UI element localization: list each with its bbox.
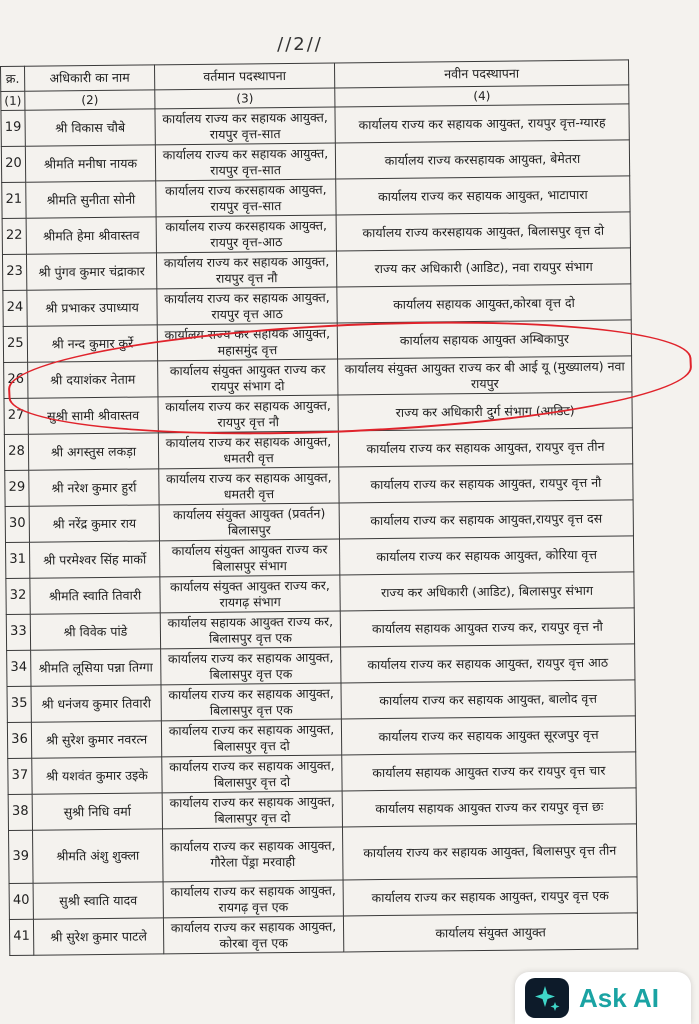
row-sn: 32	[6, 578, 30, 614]
row-new: कार्यालय राज्य कर सहायक आयुक्त, रायपुर वृत्त आठ	[341, 644, 635, 683]
row-name: श्री अगस्तुस लकड़ा	[28, 433, 158, 470]
row-new: कार्यालय राज्य कर सहायक आयुक्त, रायपुर वृत्त एक	[343, 877, 637, 916]
header-num-1: (1)	[1, 91, 25, 110]
row-name: श्री नन्द कुमार कुर्रे	[27, 325, 157, 362]
row-new: राज्य कर अधिकारी दुर्ग संभाग (आडिट)	[338, 392, 632, 431]
row-new: कार्यालय राज्य कर सहायक आयुक्त,रायपुर वृत्त दस	[339, 500, 633, 539]
row-current: कार्यालय राज्य कर सहायक आयुक्त, बिलासपुर वृत्त एक	[161, 683, 341, 721]
row-new: कार्यालय राज्य कर सहायक आयुक्त, कोरिया वृत्त	[339, 536, 633, 575]
row-sn: 27	[4, 398, 28, 434]
row-name: सुश्री सामी श्रीवास्तव	[28, 397, 158, 434]
row-current: कार्यालय संयुक्त आयुक्त राज्य कर, रायगढ़ संभाग	[160, 575, 340, 613]
row-current: कार्यालय राज्य कर सहायक आयुक्त, रायपुर वृत्त-सात	[155, 143, 335, 181]
header-num-2: (2)	[25, 90, 155, 110]
row-sn: 30	[5, 506, 29, 542]
row-new: कार्यालय सहायक आयुक्त राज्य कर रायपुर वृत्त छः	[342, 788, 636, 827]
row-sn: 34	[7, 650, 31, 686]
row-new: कार्यालय राज्य कर सहायक आयुक्त, बिलासपुर वृत्त तीन	[342, 824, 637, 880]
ask-ai-label: Ask AI	[579, 982, 659, 1013]
row-name: श्री सुरेश कुमार नवरत्न	[31, 721, 161, 758]
row-current: कार्यालय राज्य कर सहायक आयुक्त, बिलासपुर वृत्त एक	[161, 647, 341, 685]
row-sn: 26	[4, 362, 28, 398]
row-new: कार्यालय सहायक आयुक्त,कोरबा वृत्त दो	[337, 284, 631, 323]
row-name: श्रीमति मनीषा नायक	[25, 145, 155, 182]
row-current: कार्यालय संयुक्त आयुक्त राज्य कर रायपुर संभाग दो	[158, 359, 338, 397]
row-sn: 31	[5, 542, 29, 578]
row-current: कार्यालय राज्य कर सहायक आयुक्त, महासमुंद वृत्त	[157, 323, 337, 361]
row-current: कार्यालय राज्य कर सहायक आयुक्त, रायपुर वृत्त नौ	[156, 251, 336, 289]
transfer-table	[0, 59, 638, 956]
row-new: कार्यालय राज्य करसहायक आयुक्त, बिलासपुर वृत्त दो	[336, 212, 630, 251]
header-current-posting: वर्तमान पदस्थापना	[154, 63, 334, 90]
row-new: कार्यालय राज्य कर सहायक आयुक्त सूरजपुर वृत्त	[341, 716, 635, 755]
row-current: कार्यालय सहायक आयुक्त राज्य कर, बिलासपुर वृत्त एक	[160, 611, 340, 649]
row-sn: 37	[8, 758, 32, 794]
header-new-posting: नवीन पदस्थापना	[334, 60, 628, 88]
table-row	[9, 913, 637, 956]
row-current: कार्यालय राज्य कर सहायक आयुक्त, गौरेला पेंड्रा मरवाही	[162, 827, 343, 882]
row-name: श्री दयाशंकर नेताम	[28, 361, 158, 398]
row-new: कार्यालय राज्य कर सहायक आयुक्त, रायपुर वृत्त नौ	[339, 464, 633, 503]
row-current: कार्यालय संयुक्त आयुक्त राज्य कर बिलासपुर संभाग	[159, 539, 339, 577]
row-sn: 25	[3, 326, 27, 362]
row-current: कार्यालय संयुक्त आयुक्त (प्रवर्तन) बिलासपुर	[159, 503, 339, 541]
row-new: कार्यालय सहायक आयुक्त राज्य कर रायपुर वृत्त चार	[342, 752, 636, 791]
row-current: कार्यालय राज्य करसहायक आयुक्त, रायपुर वृत्त-आठ	[156, 215, 336, 253]
row-name: श्रीमति लूसिया पन्ना तिग्गा	[31, 649, 161, 686]
row-sn: 40	[9, 883, 33, 919]
row-name: श्री नरेंद्र कुमार राय	[29, 505, 159, 542]
row-name: श्री पुंगव कुमार चंद्राकार	[26, 253, 156, 290]
header-sn: क्र.	[1, 66, 25, 91]
row-name: सुश्री स्वाति यादव	[33, 882, 163, 919]
page-number: //2//	[277, 34, 323, 55]
row-sn: 33	[6, 614, 30, 650]
row-current: कार्यालय राज्य कर सहायक आयुक्त, रायपुर वृत्त नौ	[158, 395, 338, 433]
row-sn: 29	[5, 470, 29, 506]
row-sn: 38	[8, 794, 32, 830]
sparkle-icon	[525, 978, 569, 1018]
row-name: श्रीमति सुनीता सोनी	[26, 181, 156, 218]
row-sn: 19	[1, 110, 25, 146]
row-sn: 35	[7, 686, 31, 722]
row-sn: 41	[9, 919, 33, 955]
row-current: कार्यालय राज्य कर सहायक आयुक्त, कोरबा वृत्त एक	[163, 916, 343, 954]
row-new: कार्यालय संयुक्त आयुक्त राज्य कर बी आई यू (मुख्यालय) नवा रायपुर	[338, 356, 632, 395]
header-num-3: (3)	[155, 88, 335, 109]
row-current: कार्यालय राज्य कर सहायक आयुक्त, बिलासपुर वृत्त दो	[162, 755, 342, 793]
row-name: श्री विवेक पांडे	[30, 613, 160, 650]
row-new: राज्य कर अधिकारी (आडिट), बिलासपुर संभाग	[340, 572, 634, 611]
row-current: कार्यालय राज्य कर सहायक आयुक्त, धमतरी वृत्त	[159, 467, 339, 505]
row-new: कार्यालय संयुक्त आयुक्त	[343, 913, 637, 952]
row-sn: 36	[7, 722, 31, 758]
row-current: कार्यालय राज्य कर सहायक आयुक्त, बिलासपुर वृत्त दो	[162, 791, 342, 829]
row-name: श्री नरेश कुमार हुर्रा	[29, 469, 159, 506]
row-name: श्री यशवंत कुमार उइके	[32, 757, 162, 794]
row-name: श्री परमेश्वर सिंह मार्को	[29, 541, 159, 578]
row-current: कार्यालय राज्य करसहायक आयुक्त, रायपुर वृत्त-सात	[156, 179, 336, 217]
row-sn: 28	[4, 434, 28, 470]
row-sn: 22	[2, 218, 26, 254]
row-new: कार्यालय राज्य कर सहायक आयुक्त, बालोद वृत्त	[341, 680, 635, 719]
row-new: कार्यालय राज्य कर सहायक आयुक्त, रायपुर वृत्त-ग्यारह	[335, 104, 629, 143]
row-new: कार्यालय राज्य करसहायक आयुक्त, बेमेतरा	[335, 140, 629, 179]
row-current: कार्यालय राज्य कर सहायक आयुक्त, बिलासपुर वृत्त दो	[161, 719, 341, 757]
row-sn: 21	[2, 182, 26, 218]
row-name: श्री सुरेश कुमार पाटले	[33, 918, 163, 955]
row-new: कार्यालय राज्य कर सहायक आयुक्त, रायपुर वृत्त तीन	[338, 428, 632, 467]
row-current: कार्यालय राज्य कर सहायक आयुक्त, रायगढ़ वृत्त एक	[163, 880, 343, 918]
table-row	[9, 824, 638, 884]
header-num-4: (4)	[335, 85, 629, 107]
row-name: सुश्री निधि वर्मा	[32, 793, 162, 830]
row-current: कार्यालय राज्य कर सहायक आयुक्त, रायपुर वृत्त-सात	[155, 107, 335, 145]
row-sn: 20	[1, 146, 25, 182]
row-name: श्री धनंजय कुमार तिवारी	[31, 685, 161, 722]
row-current: कार्यालय राज्य कर सहायक आयुक्त, रायपुर वृत्त आठ	[157, 287, 337, 325]
row-name: श्री प्रभाकर उपाध्याय	[27, 289, 157, 326]
row-sn: 24	[3, 290, 27, 326]
row-current: कार्यालय राज्य कर सहायक आयुक्त, धमतरी वृत्त	[158, 431, 338, 469]
ask-ai-button[interactable]	[515, 972, 691, 1024]
row-name: श्रीमति स्वाति तिवारी	[30, 577, 160, 614]
row-name: श्री विकास चौबे	[25, 109, 155, 146]
row-sn: 39	[9, 830, 34, 883]
row-name: श्रीमति अंशु शुक्ला	[33, 829, 164, 883]
header-officer-name: अधिकारी का नाम	[25, 65, 155, 91]
row-new: कार्यालय सहायक आयुक्त राज्य कर, रायपुर वृत्त नौ	[340, 608, 634, 647]
row-new: कार्यालय राज्य कर सहायक आयुक्त, भाटापारा	[336, 176, 630, 215]
row-new: कार्यालय सहायक आयुक्त अम्बिकापुर	[337, 320, 631, 359]
row-new: राज्य कर अधिकारी (आडिट), नवा रायपुर संभाग	[336, 248, 630, 287]
row-sn: 23	[2, 254, 26, 290]
row-name: श्रीमति हेमा श्रीवास्तव	[26, 217, 156, 254]
